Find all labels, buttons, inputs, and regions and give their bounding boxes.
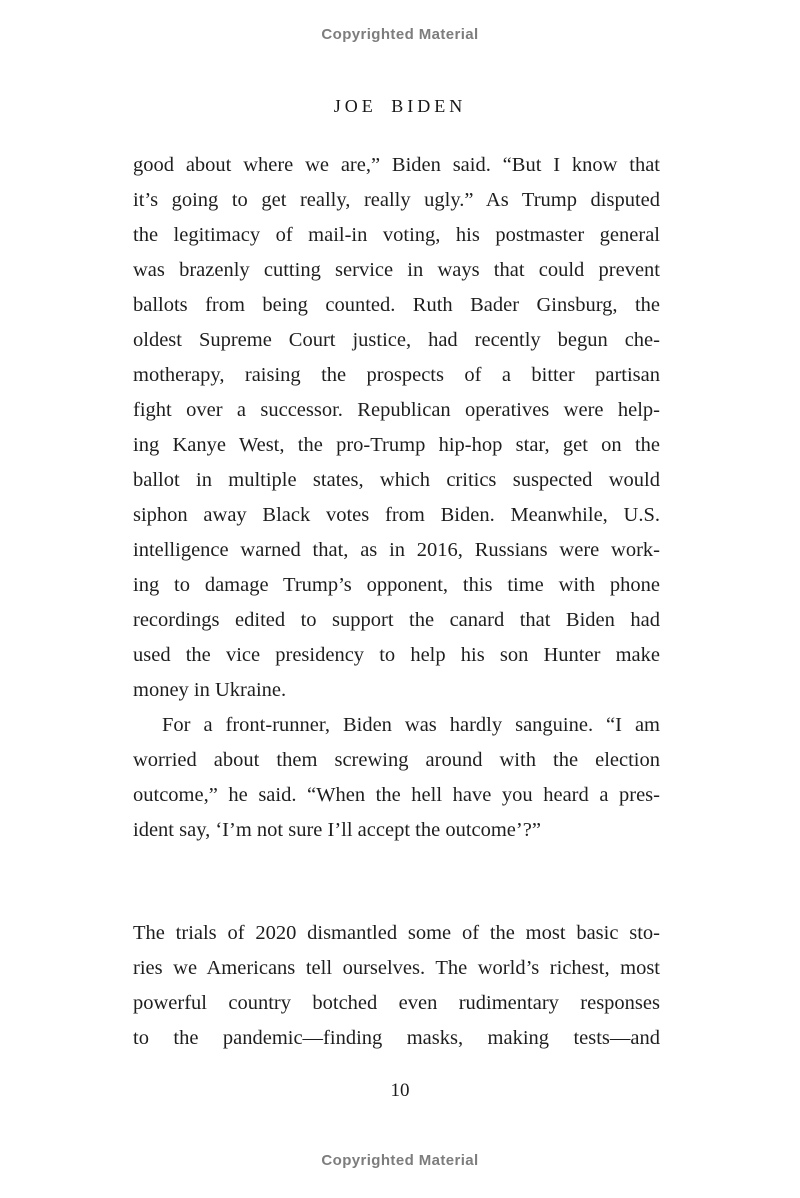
paragraph: [133, 148, 660, 708]
running-head: JOE BIDEN: [333, 96, 467, 116]
text-line: ing to damage Trump’s opponent, this time with phone: [133, 574, 660, 596]
text-line: The trials of 2020 dismantled some of the most basic sto-: [133, 922, 660, 944]
copyright-notice-bottom: Copyrighted Material: [321, 1152, 479, 1169]
text-line: ing Kanye West, the pro-Trump hip-hop star, get on the: [133, 434, 660, 456]
text-line: recordings edited to support the canard that Biden had: [133, 609, 660, 631]
text-line: siphon away Black votes from Biden. Meanwhile, U.S.: [133, 504, 660, 526]
text-line: it’s going to get really, really ugly.” As Trump disputed: [133, 189, 660, 211]
text-line: was brazenly cutting service in ways that could prevent: [133, 259, 660, 281]
text-line: powerful country botched even rudimentary responses: [133, 992, 660, 1014]
text-line: For a front-runner, Biden was hardly sanguine. “I am: [162, 714, 660, 736]
page-number: 10: [390, 1080, 410, 1101]
text-line: used the vice presidency to help his son Hunter make: [133, 644, 660, 666]
text-line: intelligence warned that, as in 2016, Russians were work-: [133, 539, 660, 561]
copyright-notice-top: Copyrighted Material: [321, 26, 479, 43]
text-line: ballot in multiple states, which critics suspected would: [133, 469, 660, 491]
text-line: good about where we are,” Biden said. “But I know that: [133, 154, 660, 176]
text-line: outcome,” he said. “When the hell have you heard a pres-: [133, 784, 660, 806]
text-line: motherapy, raising the prospects of a bitter partisan: [133, 364, 660, 386]
paragraph: [133, 708, 660, 848]
text-line: ident say, ‘I’m not sure I’ll accept the outcome’?”: [133, 819, 541, 841]
text-line: fight over a successor. Republican operatives were help-: [133, 399, 660, 421]
body-text: [133, 148, 660, 1056]
text-line: oldest Supreme Court justice, had recently begun che-: [133, 329, 660, 351]
text-line: worried about them screwing around with the election: [133, 749, 660, 771]
text-line: the legitimacy of mail-in voting, his postmaster general: [133, 224, 660, 246]
text-line: to the pandemic—finding masks, making tests—and: [133, 1027, 660, 1049]
text-line: ballots from being counted. Ruth Bader Ginsburg, the: [133, 294, 660, 316]
paragraph: [133, 916, 660, 1056]
text-line: money in Ukraine.: [133, 679, 287, 701]
text-line: ries we Americans tell ourselves. The world’s richest, most: [133, 957, 660, 979]
